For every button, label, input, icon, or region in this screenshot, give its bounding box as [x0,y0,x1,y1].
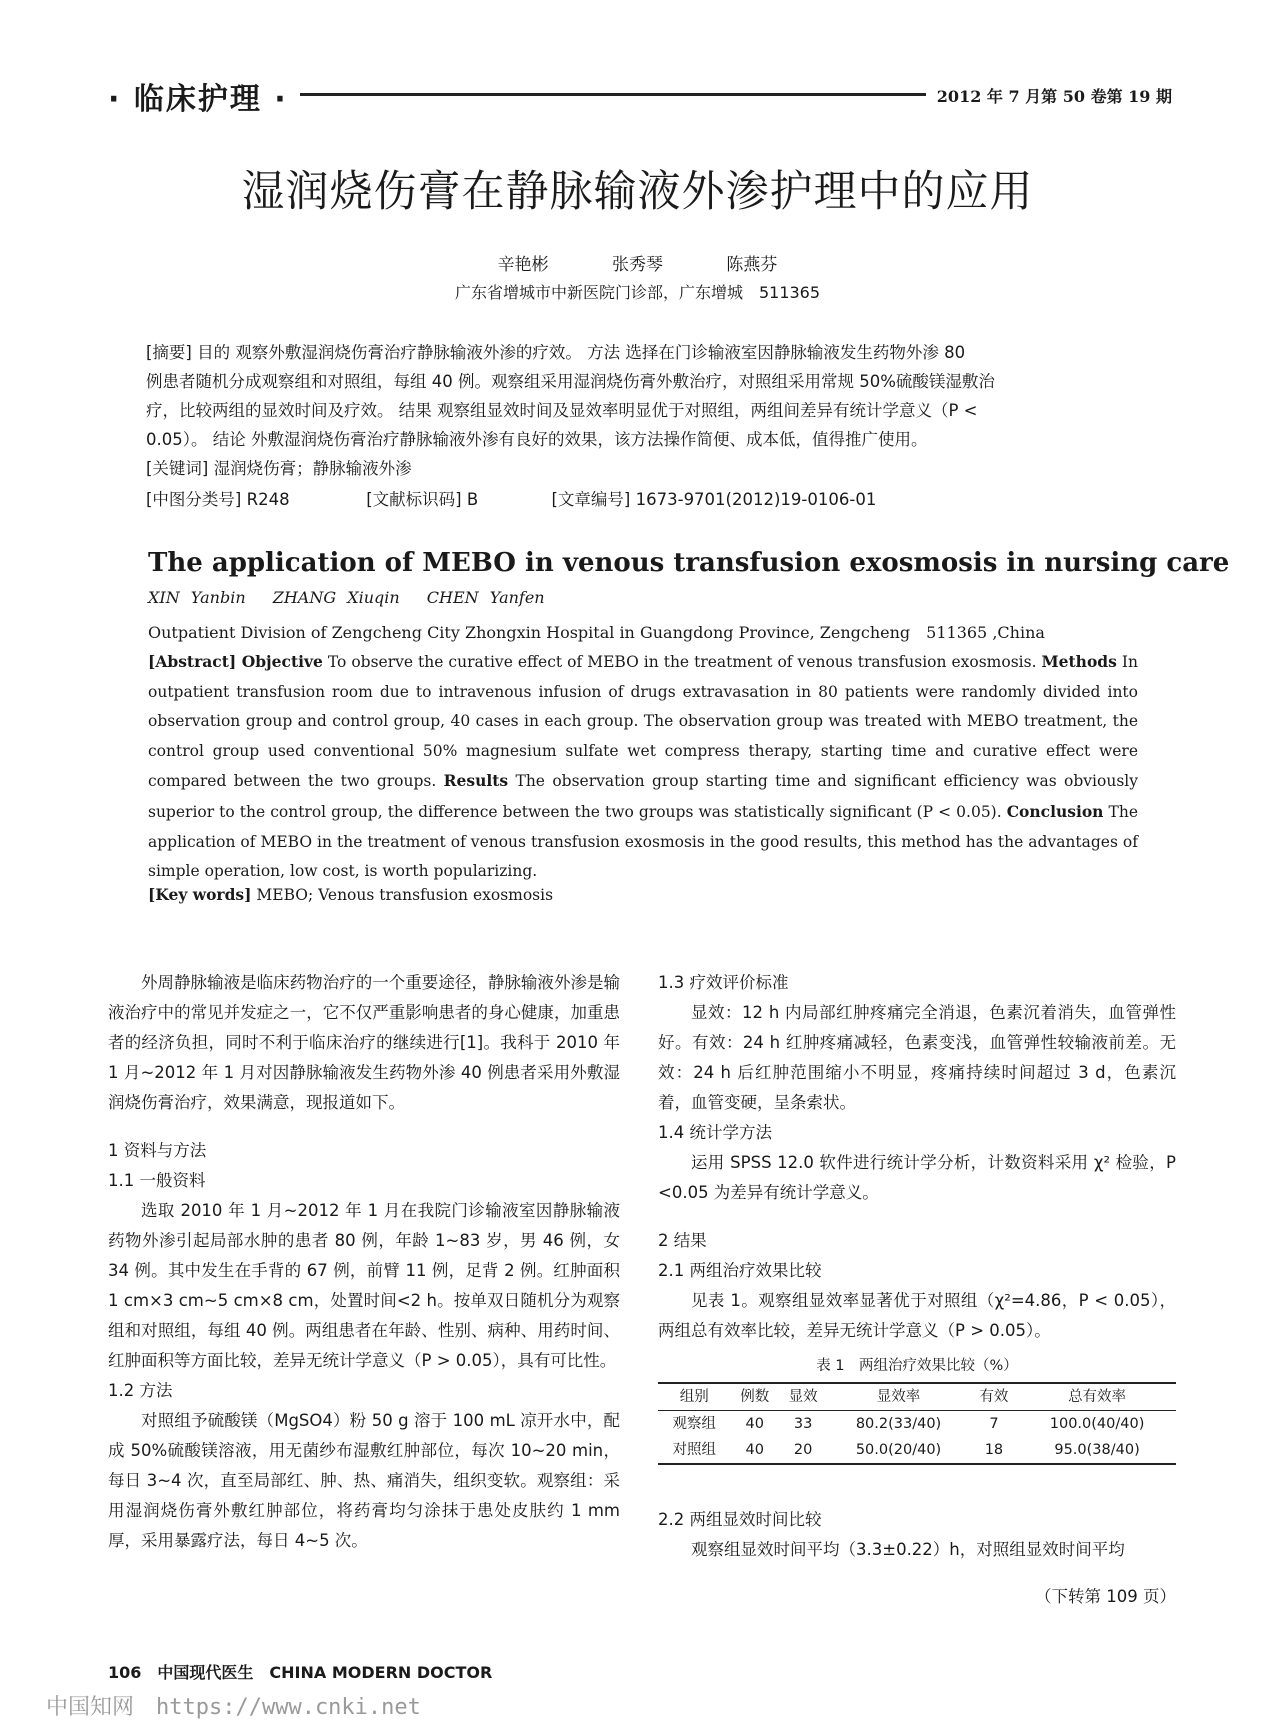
author-name: 陈燕芬 [726,255,778,275]
table-header: 组别 [679,1389,709,1405]
en-keywords [148,885,553,904]
subsection-heading: 2.2 两组显效时间比较 [658,1510,822,1529]
en-abstract-label: [Abstract] Objective [148,652,323,671]
table-cell: 7 [989,1416,999,1432]
en-author-name: XIN Yanbin [148,588,246,607]
intro-paragraph: 外周静脉输液是临床药物治疗的一个重要途径，静脉输液外渗是输液治疗中的常见并发症之一，它不仅严重影响患者的身心健康，加重患者的经济负担，同时不利于临床治疗的继续进行[1]。我科于 2010 年 1 月~2012 年 1 月对因静脉输液发生药物外渗 40 例患者采用外敷湿润烧伤膏治疗，效果满意，现报道如下。 [108,973,620,1112]
cn-abstract-line: 0.05）。 结论 外敷湿润烧伤膏治疗静脉输液外渗有良好的效果，该方法操作简便、成本低，值得推广使用。 [146,430,928,449]
en-author-name: ZHANG Xiuqin [272,588,400,607]
table-header: 显效 [788,1389,818,1405]
subsection-heading: 2.1 两组治疗效果比较 [658,1261,822,1280]
header-rule [300,93,926,96]
table-cell: 观察组 [672,1416,717,1432]
paper-title: 湿润烧伤膏在静脉输液外渗护理中的应用 [241,167,1034,217]
paragraph: 选取 2010 年 1 月~2012 年 1 月在我院门诊输液室因静脉输液药物外渗引起局部水肿的患者 80 例，年龄 1~83 岁，男 46 例，女 34 例。其中发生在手背的 67 例，前臂 11 例，足背 2 例。红肿面积 1 cm×3 cm~5 cm×8 cm，处置时间<2 h。按单双日随机分为观察组和对照组，每组 40 例。两组患者在年龄、性别、病种、用药时间、红肿面积等方面比较，差异无统计学意义（P > 0.05），具有可比性。 [108,1201,620,1370]
paragraph: 见表 1。观察组显效率显著优于对照组（χ²=4.86，P < 0.05），两组总有效率比较，差异无统计学意义（P > 0.05）。 [658,1291,1176,1340]
table-cell: 100.0(40/40) [1049,1416,1145,1432]
table-header: 总有效率 [1068,1389,1127,1405]
cn-abstract [146,338,1136,483]
table-cell: 20 [793,1442,813,1458]
table-cell: 对照组 [672,1442,717,1458]
cnki-watermark: 中国知网 https://www.cnki.net [46,1695,421,1720]
table-row [658,1411,1176,1438]
en-methods-label: Methods [1041,652,1117,671]
results-table [658,1382,1176,1465]
subsection-heading: 1.1 一般资料 [108,1171,206,1190]
table-cell: 95.0(38/40) [1054,1442,1140,1458]
body-left-column [108,968,620,1556]
subsection-heading: 1.4 统计学方法 [658,1123,772,1142]
section-heading: 2 结果 [658,1231,707,1250]
en-affiliation: Outpatient Division of Zengcheng City Zhongxin Hospital in Guangdong Province, Zengcheng 511365 ,China [148,623,1045,642]
paragraph: 观察组显效时间平均（3.3±0.22）h，对照组显效时间平均 [691,1540,1125,1559]
author-name: 辛艳彬 [497,255,549,275]
paragraph: 运用 SPSS 12.0 软件进行统计学分析，计数资料采用 χ² 检验，P <0.05 为差异有统计学意义。 [658,1153,1176,1202]
author-name: 张秀琴 [612,255,663,275]
paragraph: 对照组予硫酸镁（MgSO4）粉 50 g 溶于 100 mL 凉开水中，配成 50%硫酸镁溶液，用无菌纱布湿敷红肿部位，每次 10~20 min，每日 3~4 次，直至局部红、肿、热、痛消失，组织变软。观察组：采用湿润烧伤膏外敷红肿部位，将药膏均匀涂抹于患处皮肤约 1 mm 厚，采用暴露疗法，每日 4~5 次。 [108,1411,620,1550]
cn-abstract-line: 例患者随机分成观察组和对照组，每组 40 例。观察组采用湿润烧伤膏外敷治疗，对照组采用常规 50%硫酸镁湿敷治 [146,372,995,391]
en-methods-text: In outpatient transfusion room due to intravenous infusion of drugs extravasation in 80 patients were randomly divided into observation group and control group, 40 cases in each group. The observation group was treated with MEBO treatment, the control group used conventional 50% magnesium sulfate wet compress therapy, starting time and curative effect were compared between the two groups. [148,653,1138,791]
table-header: 有效 [979,1389,1009,1405]
subsection-heading: 1.3 疗效评价标准 [658,973,789,992]
table-cell: 33 [793,1416,813,1432]
en-objective-text: To observe the curative effect of MEBO in the treatment of venous transfusion exosmosis. [322,653,1042,671]
en-abstract [148,647,1138,887]
table-cell: 18 [984,1442,1004,1458]
table-cell: 50.0(20/40) [855,1442,942,1458]
cn-abstract-line: [摘要] 目的 观察外敷湿润烧伤膏治疗静脉输液外渗的疗效。 方法 选择在门诊输液室因静脉输液发生药物外渗 80 [146,343,966,362]
en-authors [148,588,561,607]
table-header: 例数 [740,1389,770,1405]
classification-row [146,486,876,510]
article-number: [文章编号] 1673-9701(2012)19-0106-01 [551,490,877,509]
en-conclusion-label: Conclusion [1006,801,1104,821]
table-cell: 40 [745,1442,764,1458]
classification-number: [中图分类号] R248 [146,490,290,509]
section-label: · 临床护理 · [108,82,288,117]
table-cell: 80.2(33/40) [855,1416,942,1432]
en-keywords-text: MEBO; Venous transfusion exosmosis [251,886,554,904]
en-title: The application of MEBO in venous transfusion exosmosis in nursing care [148,548,1230,578]
page-footer: 106 中国现代医生 CHINA MODERN DOCTOR [108,1663,493,1682]
table-caption: 表 1 两组治疗效果比较（%） [816,1358,1018,1374]
author-list [0,250,1275,275]
section-heading: 1 资料与方法 [108,1141,207,1160]
table-header: 显效率 [876,1389,921,1405]
cn-abstract-line: 疗，比较两组的显效时间及疗效。 结果 观察组显效时间及显效率明显优于对照组，两组间差异有统计学意义（P < [146,401,978,420]
en-results-label: Results [443,771,509,791]
affiliation: 广东省增城市中新医院门诊部，广东增城 511365 [454,283,821,302]
en-author-name: CHEN Yanfen [426,588,545,607]
en-keywords-label: [Key words] [148,885,252,904]
cn-keywords: [关键词] 湿润烧伤膏；静脉输液外渗 [146,459,412,478]
en-results-text: The observation group starting time and significant efficiency was obviously superior to the control group, the difference between the two groups was statistically significant (P < 0.05). [148,772,1138,821]
document-code: [文献标识码] B [366,490,479,509]
en-conclusion-text: The application of MEBO in the treatment of venous transfusion exosmosis in the good results, this method has the advantages of simple operation, low cost, is worth popularizing. [148,802,1138,881]
continued-note: （下转第 109 页） [1035,1586,1176,1606]
table-header-row [658,1383,1176,1411]
table-cell: 40 [745,1416,764,1432]
subsection-heading: 1.2 方法 [108,1381,173,1400]
table-row [658,1437,1176,1464]
body-right-column [658,968,1176,1628]
issue-info: 2012 年 7 月第 50 卷第 19 期 [936,87,1172,106]
paragraph: 显效：12 h 内局部红肿疼痛完全消退，色素沉着消失，血管弹性好。有效：24 h 红肿疼痛减轻，色素变浅，血管弹性较输液前差。无效：24 h 后红肿范围缩小不明显，疼痛持续时间超过 3 d，色素沉着，血管变硬，呈条索状。 [658,1003,1176,1112]
